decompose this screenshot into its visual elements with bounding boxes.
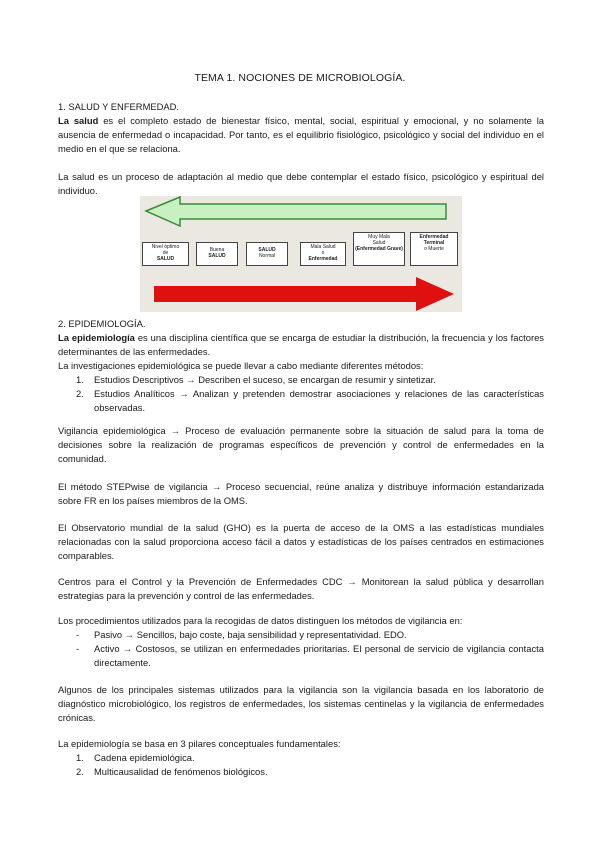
health-continuum-figure [140,196,462,312]
pillars-intro: La epidemiología se basa en 3 pilares conceptuales fundamentales: [58,738,341,749]
list-item-number: 2. [76,766,84,777]
systems-paragraph: Algunos de los principales sistemas utilizados para la vigilancia son la vigilancia basada en los laboratorio de diagnóstico microbiológico, los registros de enfermedades, los sistemas centinelas y la vigilancia de enfermedades crónicas. [58,684,544,724]
salud-adaptation-paragraph: La salud es un proceso de adaptación al medio que debe contemplar el estado físico, psicológico y espiritual del individuo. [58,171,544,197]
dash-bullet: - [76,629,80,640]
green-arrow-left-icon [146,197,446,226]
list-item-multicausalidad: Multicausalidad de fenómenos biológicos. [94,766,268,777]
cdc-paragraph: Centros para el Control y la Prevención de Enfermedades CDC → Monitorean la salud pública y desarrollan estrategias para la prevención y control de las enfermedades. [58,576,544,602]
list-item-cadena: Cadena epidemiológica. [94,752,195,763]
continuum-box-5: Muy Mala Salud (Enfermedad Grave) [353,232,405,266]
section-1-heading: 1. SALUD Y ENFERMEDAD. [58,101,180,112]
stepwise-paragraph: El método STEPwise de vigilancia → Proceso secuencial, reúne analiza y distribuye información estandarizada sobre FR en los países miembros de la OMS. [58,481,544,507]
list-item-analytic: Estudios Analíticos → Analizan y pretenden demostrar asociaciones y relaciones de las características observadas. [94,388,544,414]
list-item-number: 1. [76,752,84,763]
salud-term: La salud [58,115,99,126]
salud-definition-text: es el completo estado de bienestar físico, mental, social, espiritual y emocional, y no solamente la ausencia de enfermedad o incapacidad. Por tanto, es el equilibrio fisiológico, psicológico y social del individuo en el medio en el que se relaciona. [58,115,544,155]
dash-bullet: - [76,643,80,654]
epidemiologia-definition-paragraph [58,331,544,359]
continuum-box-6: Enfermedad Terminal o Muerte [410,232,458,266]
list-item-pasivo: Pasivo → Sencillos, bajo coste, baja sensibilidad y representatividad. EDO. [94,629,407,640]
continuum-box-2: Buena SALUD [196,242,238,266]
salud-definition-paragraph [58,114,544,157]
list-item-number: 2. [76,388,84,399]
section-2-heading: 2. EPIDEMIOLOGÍA. [58,318,146,329]
vigilancia-paragraph: Vigilancia epidemiológica → Proceso de evaluación permanente sobre la situación de salud para la toma de decisiones sobre la realización de programas específicos de prevención y control de enfermedades en la comunidad. [58,425,544,465]
gho-paragraph: El Observatorio mundial de la salud (GHO) es la puerta de acceso de la OMS a las estadísticas mundiales relacionadas con la salud proporciona acceso fácil a datos y estadísticas de los países centrados en estimaciones comparables. [58,522,544,562]
procedures-intro: Los procedimientos utilizados para la recogidas de datos distinguen los métodos de vigilancia en: [58,615,463,626]
page-title: TEMA 1. NOCIONES DE MICROBIOLOGÍA. [194,72,406,84]
investigation-methods-intro: La investigaciones epidemiológica se puede llevar a cabo mediante diferentes métodos: [58,360,424,371]
continuum-box-1: Nivel óptimo de SALUD [142,242,189,266]
epidemiologia-term: La epidemiología [58,332,135,343]
continuum-box-3: SALUD Normal [246,242,288,266]
list-item-descriptive: Estudios Descriptivos → Describen el suceso, se encargan de resumir y sintetizar. [94,374,436,385]
list-item-number: 1. [76,374,84,385]
epidemiologia-definition-text: es una disciplina científica que se encarga de estudiar la distribución, la frecuencia y los factores determinantes de las enfermedades. [58,332,544,358]
list-item-activo: Activo → Costosos, se utilizan en enfermedades prioritarias. El personal de servicio de vigilancia contacta directamente. [94,643,544,669]
red-arrow-right-icon [154,277,454,311]
continuum-box-4: Mala Salud o Enfermedad [300,242,346,266]
